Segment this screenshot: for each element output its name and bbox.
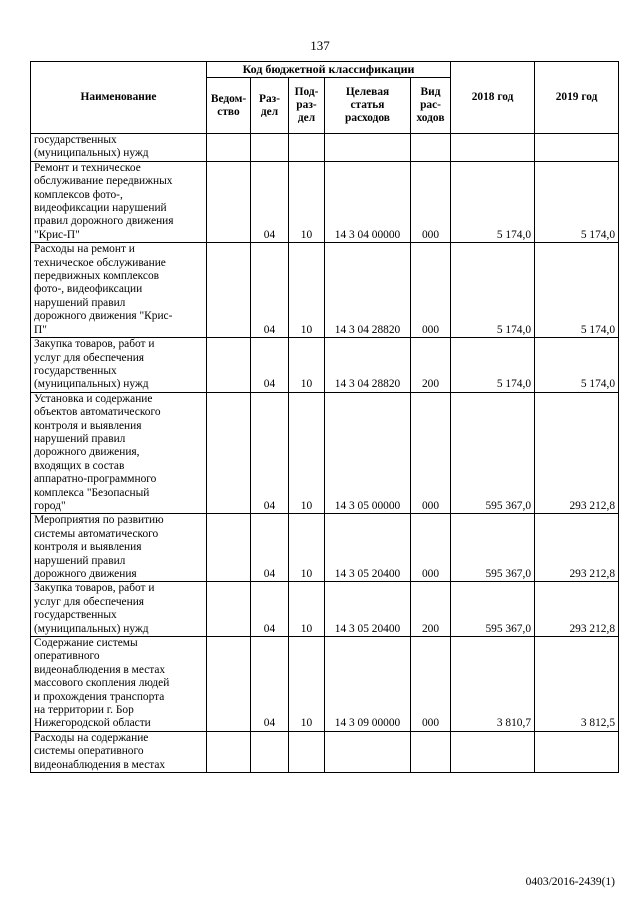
- row-expense-type: 200: [411, 338, 451, 393]
- row-department: [207, 514, 251, 582]
- row-department: [207, 582, 251, 637]
- header-target-item: Целевая статья расходов: [325, 78, 411, 134]
- row-subsection: 10: [289, 243, 325, 338]
- row-section: [251, 134, 289, 162]
- row-department: [207, 392, 251, 514]
- table-row: [31, 514, 619, 582]
- row-section: 04: [251, 637, 289, 732]
- row-department: [207, 243, 251, 338]
- table-row: [31, 637, 619, 732]
- row-department: [207, 731, 251, 772]
- row-target-item: 14 3 05 20400: [325, 514, 411, 582]
- row-amount-2019: 293 212,8: [535, 582, 619, 637]
- row-amount-2019: 5 174,0: [535, 338, 619, 393]
- header-year-2018: 2018 год: [451, 62, 535, 134]
- row-subsection: [289, 731, 325, 772]
- row-amount-2019: 3 812,5: [535, 637, 619, 732]
- row-expense-type: [411, 134, 451, 162]
- row-department: [207, 161, 251, 242]
- table-row: [31, 582, 619, 637]
- row-amount-2018: 595 367,0: [451, 514, 535, 582]
- row-amount-2019: 293 212,8: [535, 514, 619, 582]
- row-section: 04: [251, 582, 289, 637]
- row-subsection: 10: [289, 514, 325, 582]
- row-amount-2018: 5 174,0: [451, 161, 535, 242]
- row-expense-type: 000: [411, 243, 451, 338]
- row-target-item: 14 3 04 28820: [325, 243, 411, 338]
- table-body: [31, 134, 619, 773]
- row-amount-2018: 3 810,7: [451, 637, 535, 732]
- row-name: Закупка товаров, работ и услуг для обеспечения государственных (муниципальных) нужд: [31, 338, 207, 393]
- row-target-item: [325, 134, 411, 162]
- row-department: [207, 338, 251, 393]
- header-subsection: Под- раз- дел: [289, 78, 325, 134]
- row-subsection: 10: [289, 161, 325, 242]
- table-row: [31, 161, 619, 242]
- row-section: 04: [251, 243, 289, 338]
- row-name: Расходы на содержание системы оперативного видеонаблюдения в местах: [31, 731, 207, 772]
- header-name: Наименование: [31, 62, 207, 134]
- row-subsection: 10: [289, 392, 325, 514]
- row-section: 04: [251, 161, 289, 242]
- budget-table: [30, 61, 619, 773]
- header-department: Ведом- ство: [207, 78, 251, 134]
- row-name: Закупка товаров, работ и услуг для обеспечения государственных (муниципальных) нужд: [31, 582, 207, 637]
- row-subsection: 10: [289, 637, 325, 732]
- row-amount-2018: 5 174,0: [451, 338, 535, 393]
- row-amount-2018: [451, 134, 535, 162]
- row-expense-type: 200: [411, 582, 451, 637]
- row-amount-2019: [535, 134, 619, 162]
- row-department: [207, 134, 251, 162]
- row-amount-2019: 5 174,0: [535, 161, 619, 242]
- row-expense-type: 000: [411, 637, 451, 732]
- row-section: 04: [251, 514, 289, 582]
- header-year-2019: 2019 год: [535, 62, 619, 134]
- row-subsection: [289, 134, 325, 162]
- table-row: [31, 243, 619, 338]
- row-amount-2018: 595 367,0: [451, 582, 535, 637]
- row-section: 04: [251, 338, 289, 393]
- row-name: Установка и содержание объектов автоматического контроля и выявления нарушений правил дорожного движения, входящих в состав аппаратно-программного комплекса "Безопасный город": [31, 392, 207, 514]
- row-expense-type: 000: [411, 392, 451, 514]
- row-name: Содержание системы оперативного видеонаблюдения в местах массового скопления людей и прохождения транспорта на территории г. Бор Нижегородской области: [31, 637, 207, 732]
- row-expense-type: 000: [411, 161, 451, 242]
- row-amount-2018: 595 367,0: [451, 392, 535, 514]
- row-amount-2018: 5 174,0: [451, 243, 535, 338]
- row-expense-type: [411, 731, 451, 772]
- table-row: [31, 392, 619, 514]
- row-amount-2019: 293 212,8: [535, 392, 619, 514]
- row-section: [251, 731, 289, 772]
- row-amount-2019: 5 174,0: [535, 243, 619, 338]
- page-number: 137: [310, 38, 330, 53]
- row-target-item: 14 3 05 00000: [325, 392, 411, 514]
- row-amount-2018: [451, 731, 535, 772]
- row-subsection: 10: [289, 338, 325, 393]
- row-name: Ремонт и техническое обслуживание передвижных комплексов фото-, видеофиксации нарушений правил дорожного движения "Крис-П": [31, 161, 207, 242]
- row-target-item: 14 3 05 20400: [325, 582, 411, 637]
- row-expense-type: 000: [411, 514, 451, 582]
- table-row: [31, 134, 619, 162]
- row-subsection: 10: [289, 582, 325, 637]
- row-target-item: 14 3 04 28820: [325, 338, 411, 393]
- row-name: государственных (муниципальных) нужд: [31, 134, 207, 162]
- header-classification-group: Код бюджетной классификации: [207, 62, 451, 78]
- document-code: 0403/2016-2439(1): [525, 876, 615, 888]
- row-name: Расходы на ремонт и техническое обслуживание передвижных комплексов фото-, видеофиксации нарушений правил дорожного движения "Крис- П": [31, 243, 207, 338]
- table-row: [31, 731, 619, 772]
- row-target-item: [325, 731, 411, 772]
- header-expense-type: Вид рас- ходов: [411, 78, 451, 134]
- row-name: Мероприятия по развитию системы автоматического контроля и выявления нарушений правил дорожного движения: [31, 514, 207, 582]
- row-amount-2019: [535, 731, 619, 772]
- row-target-item: 14 3 09 00000: [325, 637, 411, 732]
- row-section: 04: [251, 392, 289, 514]
- header-row-top: [31, 62, 619, 78]
- table-row: [31, 338, 619, 393]
- row-target-item: 14 3 04 00000: [325, 161, 411, 242]
- header-section: Раз- дел: [251, 78, 289, 134]
- row-department: [207, 637, 251, 732]
